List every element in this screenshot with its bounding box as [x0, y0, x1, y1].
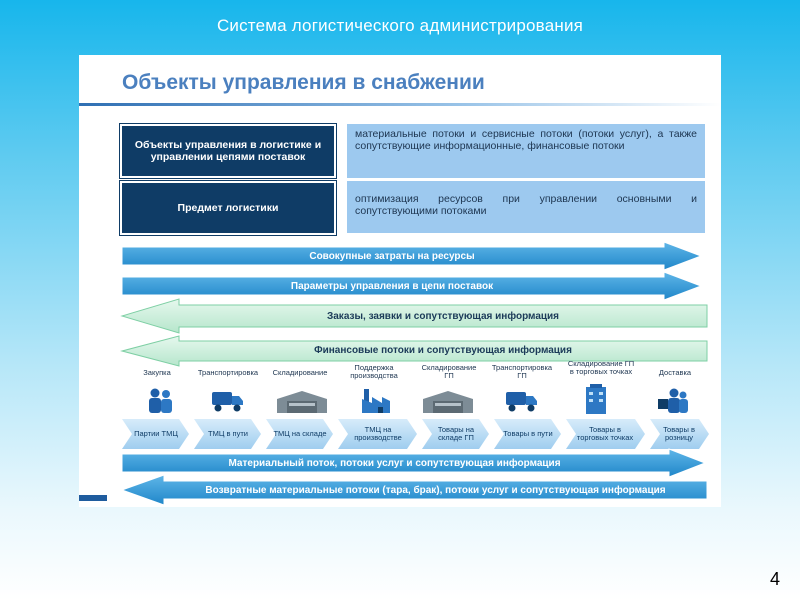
subject-description-text: оптимизация ресурсов при управлении основными и сопутствующими потоками	[355, 193, 697, 217]
stage-label-transport: Транспортировка	[197, 368, 259, 377]
stage-label-purchase: Закупка	[143, 368, 171, 377]
factory-icon	[360, 383, 392, 415]
stage-label-storage: Складирование	[272, 368, 328, 377]
content-panel	[79, 55, 721, 507]
stage-item-purchase: Партии ТМЦ	[134, 429, 178, 438]
warehouse-icon	[275, 389, 329, 415]
band-finance-text: Финансовые потоки и сопутствующая информация	[314, 345, 572, 356]
panel-heading: Объекты управления в снабжении	[122, 71, 485, 94]
band-orders-text: Заказы, заявки и сопутствующая информация	[326, 311, 560, 322]
band-parameters-text: Параметры управления в цепи поставок	[290, 281, 494, 292]
stage-item-transport: ТМЦ в пути	[208, 429, 248, 438]
stage-item-production: ТМЦ на производстве	[354, 425, 402, 442]
warehouse-fg-icon	[421, 389, 475, 415]
retail-people-icon	[657, 387, 689, 415]
slide-title: Система логистического администрирования	[216, 16, 584, 35]
truck-fg-icon	[504, 389, 538, 413]
truck-icon	[210, 389, 244, 413]
building-icon	[582, 383, 610, 415]
band-material-text: Материальный поток, потоки услуг и сопутствующая информация	[228, 458, 561, 469]
stage-item-retail: Товары в торговых точках	[576, 425, 634, 442]
stage-label-transport-fg: Транспортировка ГП	[491, 363, 553, 380]
objects-description-text: материальные потоки и сервисные потоки (потоки услуг), а также сопутствующие информационные, финансовые потоки	[355, 128, 697, 152]
stage-item-storage-fg: Товары на складе ГП	[437, 425, 475, 442]
people-icon	[145, 387, 175, 415]
stage-label-delivery: Доставка	[658, 368, 692, 377]
band-costs-text: Совокупные затраты на ресурсы	[309, 251, 475, 262]
stage-item-storage: ТМЦ на складе	[273, 429, 327, 438]
band-returns-text: Возвратные материальные потоки (тара, брак), потоки услуг и сопутствующая информация	[205, 485, 666, 496]
corner-stripe	[79, 495, 107, 501]
stage-label-storage-fg: Складирование ГП	[421, 363, 477, 380]
page-number: 4	[769, 569, 780, 589]
objects-label-text: Объекты управления в логистике и управлении цепями поставок	[134, 139, 322, 163]
subject-label-text: Предмет логистики	[177, 202, 279, 214]
stage-item-delivery: Товары в розницу	[663, 425, 695, 442]
stage-label-retail-storage: Складирование ГП в торговых точках	[567, 359, 635, 376]
stage-item-transport-fg: Товары в пути	[503, 429, 553, 438]
stage-label-production: Поддержка производства	[350, 363, 398, 380]
